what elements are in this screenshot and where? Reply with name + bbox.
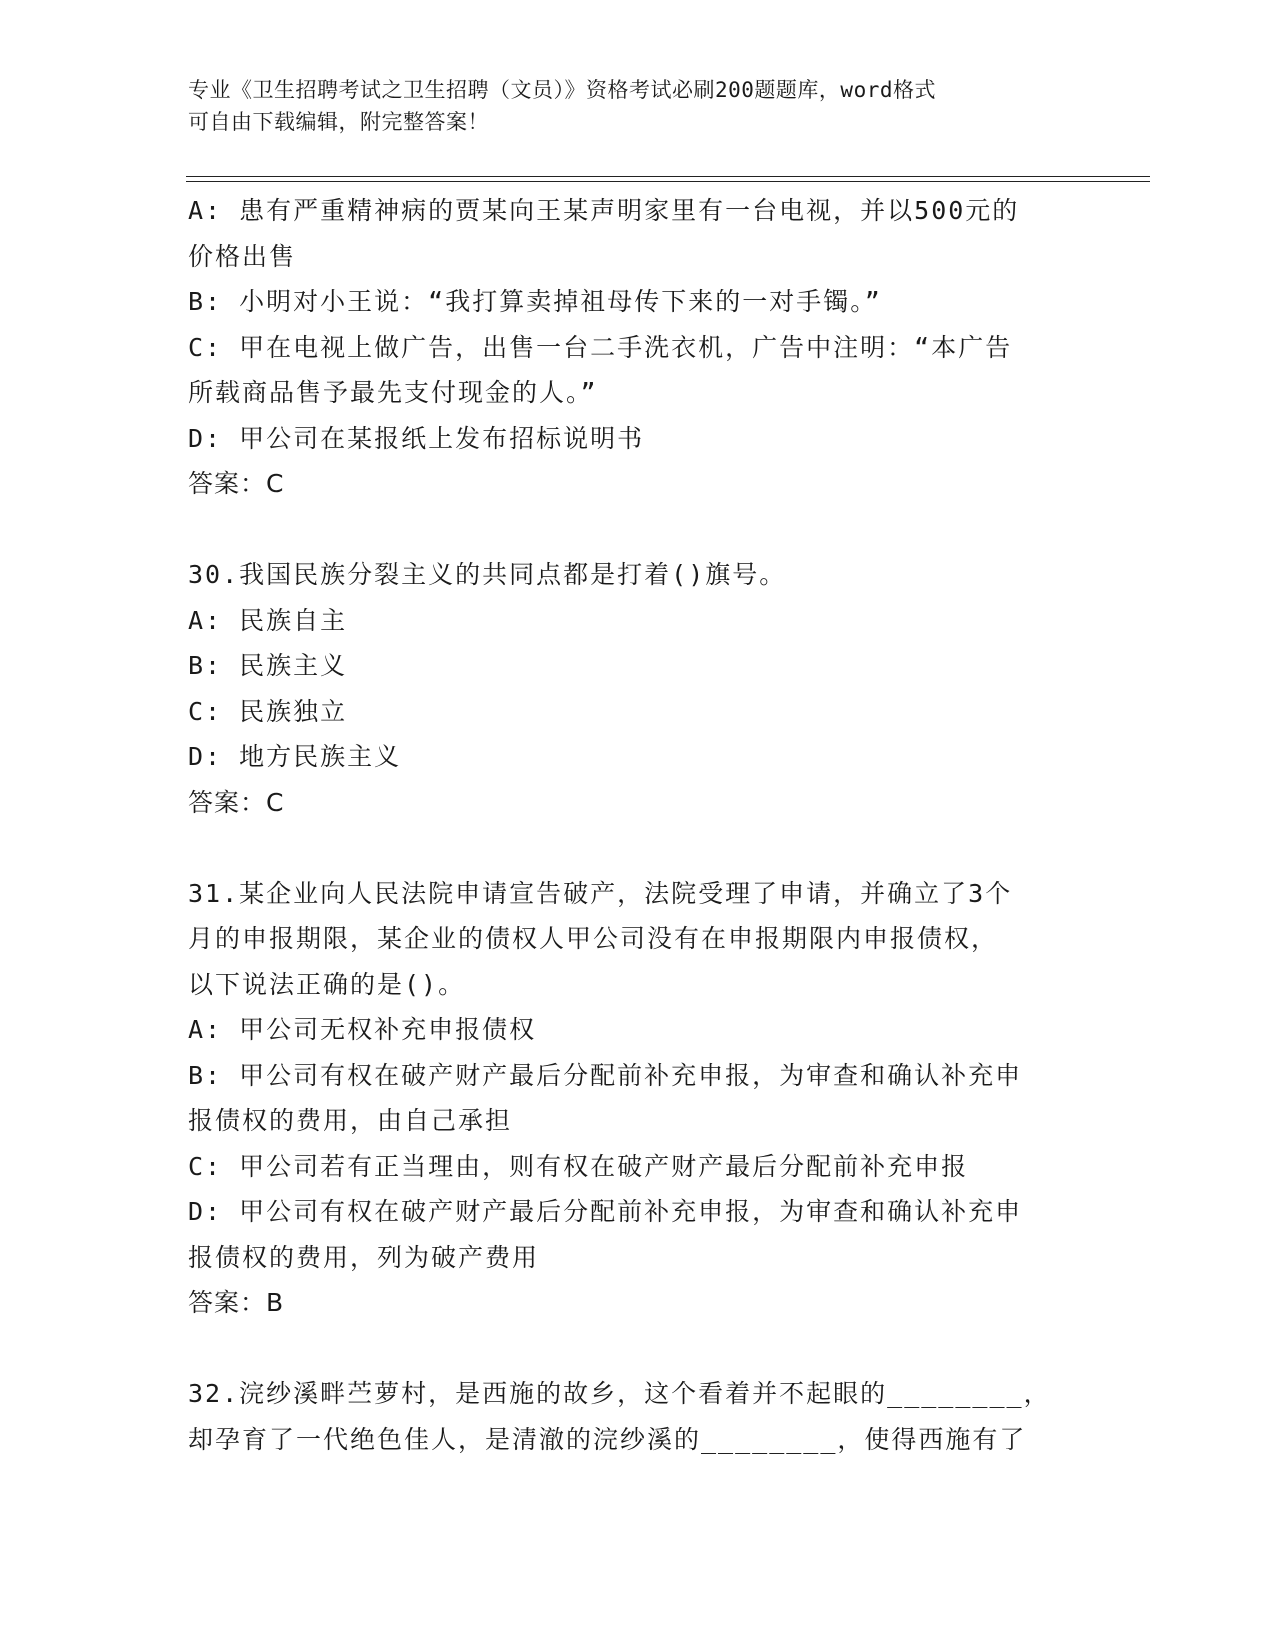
option-a: A: 患有严重精神病的贾某向王某声明家里有一台电视，并以500元的 (188, 196, 1020, 225)
question-stem: 32.浣纱溪畔苎萝村，是西施的故乡，这个看着并不起眼的________， (188, 1379, 1051, 1408)
spacer (188, 507, 1088, 553)
option-d: D: 甲公司有权在破产财产最后分配前补充申报，为审查和确认补充申 (188, 1197, 1023, 1226)
spacer (188, 825, 1088, 871)
option-b: B: 小明对小王说：“我打算卖掉祖母传下来的一对手镯。” (188, 287, 882, 316)
option-a: A: 甲公司无权补充申报债权 (188, 1015, 537, 1044)
question-31 (188, 871, 1088, 1326)
question-30 (188, 552, 1088, 825)
question-stem-continued: 以下说法正确的是()。 (188, 969, 466, 999)
answer: 答案：C (188, 787, 285, 817)
header-title-line-2: 可自由下载编辑，附完整答案！ (188, 110, 489, 134)
option-b-continued: 报债权的费用，由自己承担 (188, 1106, 513, 1135)
question-stem: 30.我国民族分裂主义的共同点都是打着()旗号。 (188, 560, 787, 589)
document-header (188, 74, 1068, 138)
option-c-continued: 所载商品售予最先支付现金的人。” (188, 378, 598, 407)
option-a: A: 民族自主 (188, 605, 348, 635)
option-c: C: 甲公司若有正当理由，则有权在破产财产最后分配前补充申报 (188, 1151, 969, 1181)
question-stem-continued: 却孕育了一代绝色佳人，是清澈的浣纱溪的________，使得西施有了 (188, 1424, 1027, 1454)
option-c: C: 民族独立 (188, 696, 348, 726)
option-d: D: 地方民族主义 (188, 742, 402, 771)
option-c: C: 甲在电视上做广告，出售一台二手洗衣机，广告中注明：“本广告 (188, 332, 1013, 362)
question-list (188, 188, 1088, 1462)
question-29 (188, 188, 1088, 507)
option-b: B: 甲公司有权在破产财产最后分配前补充申报，为审查和确认补充申 (188, 1060, 1023, 1090)
header-divider-top (186, 176, 1150, 177)
option-b: B: 民族主义 (188, 651, 348, 680)
question-stem: 31.某企业向人民法院申请宣告破产，法院受理了申请，并确立了3个 (188, 878, 1013, 908)
spacer (188, 1326, 1088, 1372)
answer: 答案：B (188, 1288, 285, 1317)
answer: 答案：C (188, 469, 285, 498)
option-d: D: 甲公司在某报纸上发布招标说明书 (188, 423, 645, 453)
header-divider-bottom (186, 181, 1150, 182)
option-a-continued: 价格出售 (188, 241, 297, 271)
question-32 (188, 1371, 1088, 1462)
option-d-continued: 报债权的费用，列为破产费用 (188, 1242, 540, 1272)
header-title-line-1: 专业《卫生招聘考试之卫生招聘（文员）》资格考试必刷200题题库，word格式 (188, 78, 936, 102)
question-stem-continued: 月的申报期限，某企业的债权人甲公司没有在申报期限内申报债权， (188, 924, 999, 953)
